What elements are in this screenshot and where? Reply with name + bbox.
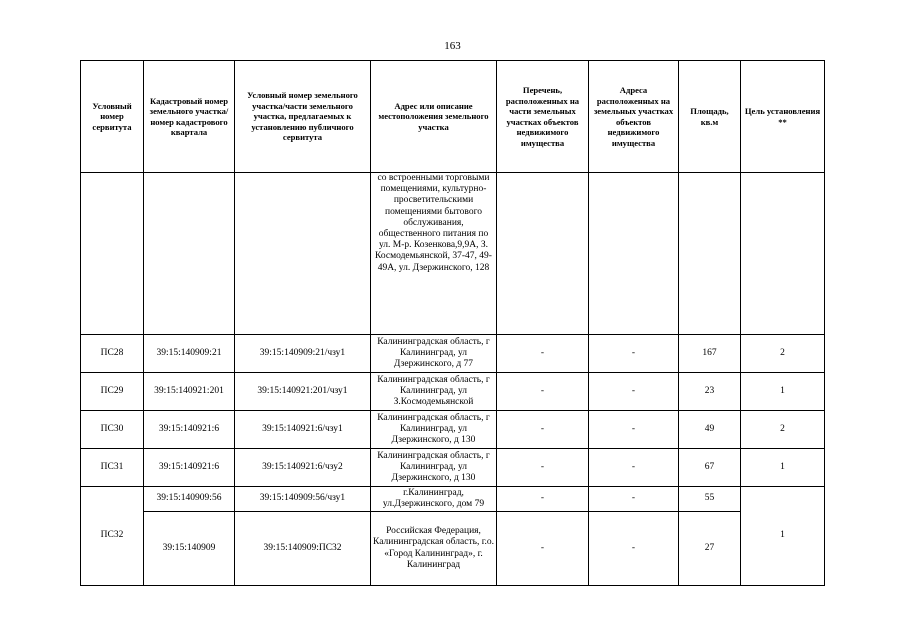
cadastral-number: 39:15:140921:6 — [144, 411, 235, 449]
cadastral-number: 39:15:140921:6 — [144, 449, 235, 487]
cadastral-number: 39:15:140909:21 — [144, 335, 235, 373]
objects: - — [497, 335, 589, 373]
servitude-id: ПС29 — [81, 373, 144, 411]
purpose: 1 — [741, 373, 825, 411]
objects: - — [497, 487, 589, 512]
page-number: 163 — [444, 40, 461, 52]
header-purpose: Цель установления ** — [741, 61, 825, 173]
header-objects-list: Перечень, расположенных на части земельных участках объектов недвижимого имущества — [497, 61, 589, 173]
continuation-address: со встроенными торговыми помещениями, культурно-просветительскими помещениями бытового обслуживания, общественного питания по ул. М-р. Козенкова,9,9А, З. Космодемьянской, 37-47, 49-49А, ул. Дзержинского, 128 — [371, 173, 497, 335]
address: Калининградская область, г Калининград, ул Дзержинского, д 130 — [371, 449, 497, 487]
objects-address: - — [589, 373, 679, 411]
table-row — [81, 335, 825, 373]
part-number: 39:15:140909:ПС32 — [235, 512, 371, 586]
purpose: 2 — [741, 411, 825, 449]
header-objects-addresses: Адреса расположенных на земельных участках объектов недвижимого имущества — [589, 61, 679, 173]
servitude-id: ПС31 — [81, 449, 144, 487]
objects-address: - — [589, 449, 679, 487]
table-row-continuation — [81, 173, 825, 335]
address: Калининградская область, г Калининград, ул З.Космодемьянской — [371, 373, 497, 411]
header-address: Адрес или описание местоположения земельного участка — [371, 61, 497, 173]
header-cadastral-number: Кадастровый номер земельного участка/номер кадастрового квартала — [144, 61, 235, 173]
purpose: 1 — [741, 487, 825, 586]
part-number: 39:15:140921:6/чзу2 — [235, 449, 371, 487]
address: Российская Федерация, Калининградская область, г.о. «Город Калининград», г. Калининград — [371, 512, 497, 586]
cadastral-number: 39:15:140909 — [144, 512, 235, 586]
objects-address: - — [589, 335, 679, 373]
objects: - — [497, 411, 589, 449]
objects-address: - — [589, 411, 679, 449]
objects: - — [497, 449, 589, 487]
area: 27 — [679, 512, 741, 586]
header-row — [81, 61, 825, 173]
part-number: 39:15:140921:6/чзу1 — [235, 411, 371, 449]
part-number: 39:15:140909:21/чзу1 — [235, 335, 371, 373]
purpose: 2 — [741, 335, 825, 373]
part-number: 39:15:140909:56/чзу1 — [235, 487, 371, 512]
address: Калининградская область, г Калининград, ул Дзержинского, д 130 — [371, 411, 497, 449]
objects-address: - — [589, 512, 679, 586]
header-area: Площадь, кв.м — [679, 61, 741, 173]
area: 49 — [679, 411, 741, 449]
cadastral-number: 39:15:140909:56 — [144, 487, 235, 512]
address: г.Калининград, ул.Дзержинского, дом 79 — [371, 487, 497, 512]
table-row — [81, 487, 825, 512]
servitude-id: ПС32 — [81, 487, 144, 586]
purpose: 1 — [741, 449, 825, 487]
part-number: 39:15:140921:201/чзу1 — [235, 373, 371, 411]
objects: - — [497, 373, 589, 411]
servitude-id: ПС28 — [81, 335, 144, 373]
area: 167 — [679, 335, 741, 373]
cadastral-number: 39:15:140921:201 — [144, 373, 235, 411]
header-part-number: Условный номер земельного участка/части земельного участка, предлагаемых к установлению публичного сервитута — [235, 61, 371, 173]
table-row — [81, 411, 825, 449]
objects: - — [497, 512, 589, 586]
table-row — [81, 373, 825, 411]
area: 67 — [679, 449, 741, 487]
address: Калининградская область, г Калининград, ул Дзержинского, д 77 — [371, 335, 497, 373]
servitude-id: ПС30 — [81, 411, 144, 449]
area: 55 — [679, 487, 741, 512]
objects-address: - — [589, 487, 679, 512]
area: 23 — [679, 373, 741, 411]
servitude-table — [80, 60, 825, 586]
table-row — [81, 449, 825, 487]
header-servitude-number: Условный номер сервитута — [81, 61, 144, 173]
table-row — [81, 512, 825, 586]
